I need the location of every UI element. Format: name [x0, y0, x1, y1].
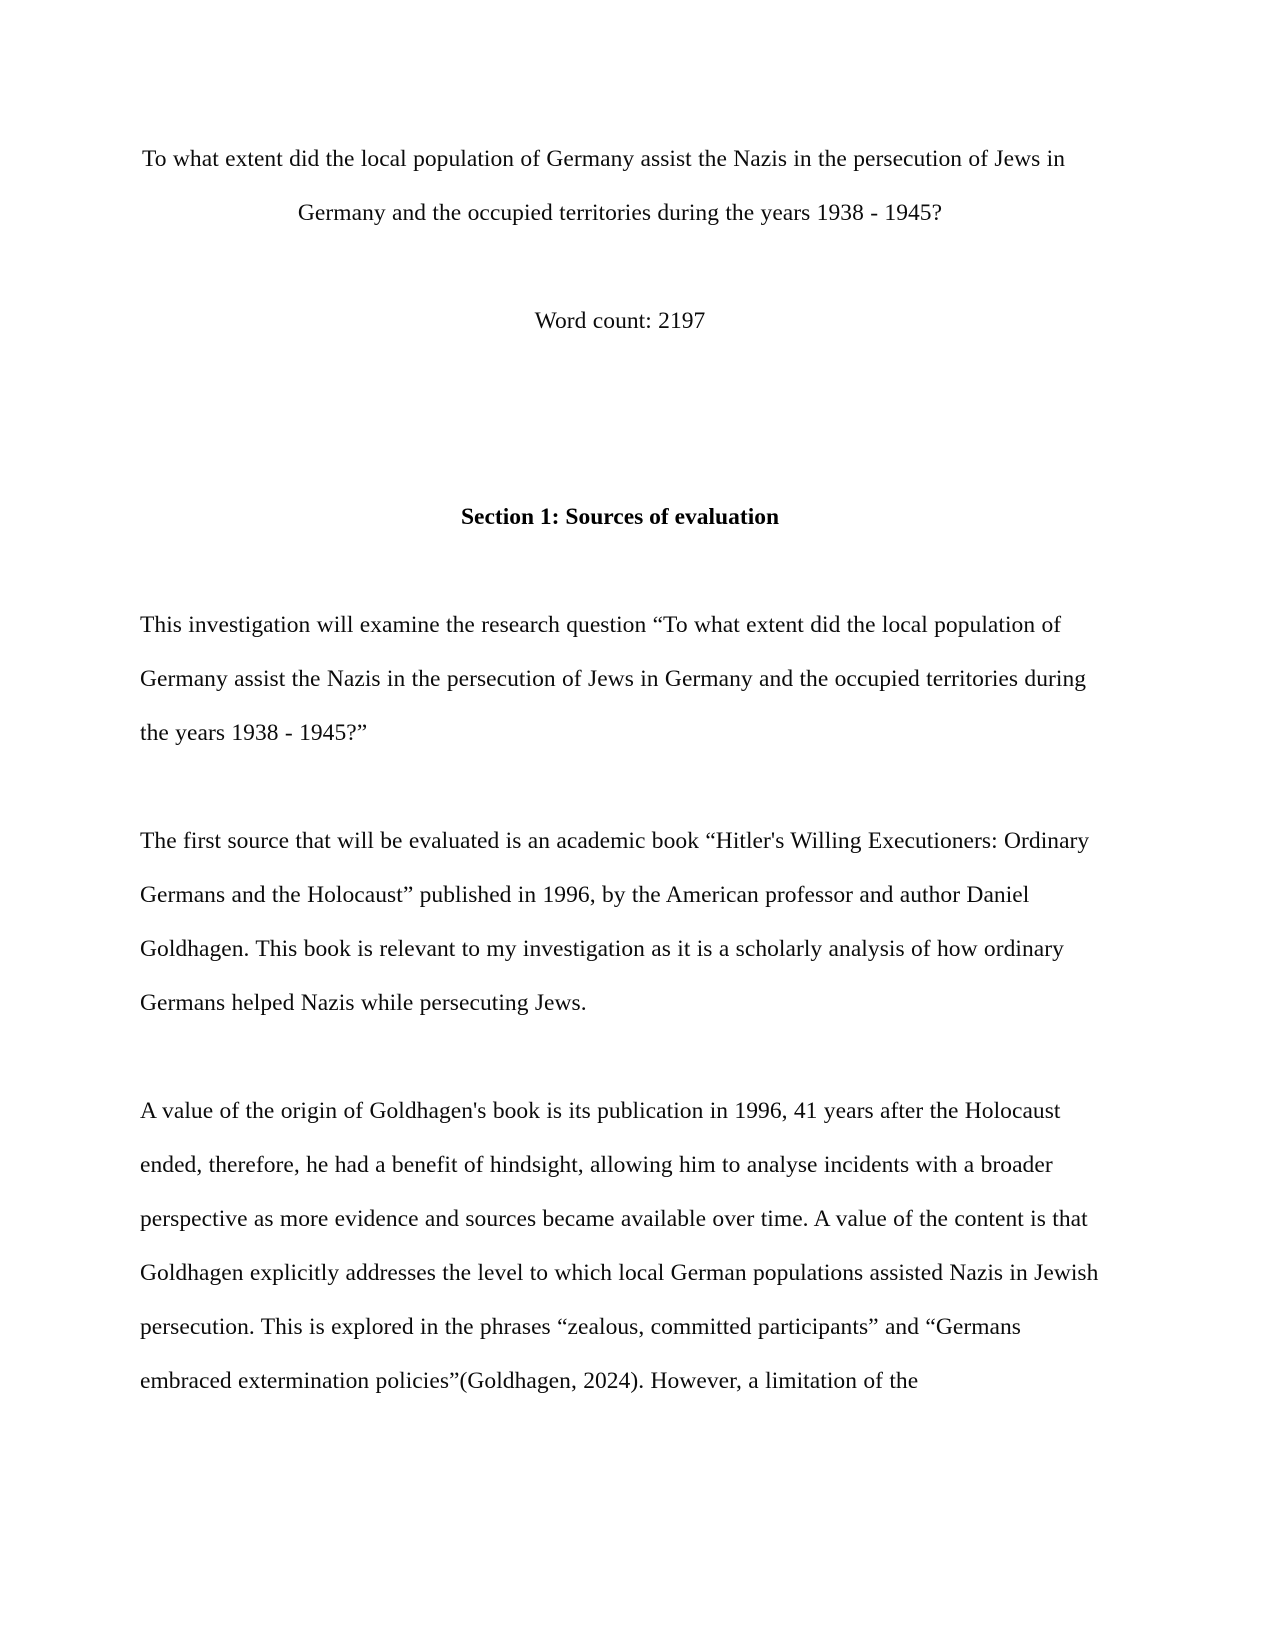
wordcount-spacer-2	[140, 436, 1100, 490]
document-content	[140, 132, 1100, 1408]
paragraph-first-source: The first source that will be evaluated is an academic book “Hitler's Willing Executioners: Ordinary Germans and the Holocaust” published in 1996, by the American professor and author Daniel Goldhagen. This book is relevant to my investigation as it is a scholarly analysis of how ordinary Germans helped Nazis while persecuting Jews.	[140, 828, 1090, 1016]
word-count-label: Word count: 2197	[534, 308, 706, 334]
paragraph-research-question: This investigation will examine the research question “To what extent did the local population of Germany assist the Nazis in the persecution of Jews in Germany and the occupied territories during the years 1938 - 1945?”	[140, 612, 1087, 746]
paragraph-gap-2	[140, 1030, 1100, 1084]
essay-title	[140, 132, 1100, 240]
paragraph-gap-1	[140, 760, 1100, 814]
essay-title-line-2: Germany and the occupied territories during the years 1938 - 1945?	[297, 200, 943, 226]
section-heading: Section 1: Sources of evaluation	[460, 504, 780, 530]
heading-spacer	[140, 544, 1100, 598]
title-spacer	[140, 240, 1100, 294]
wordcount-spacer	[140, 348, 1100, 436]
essay-title-line-1: To what extent did the local population of Germany assist the Nazis in the persecution of Jews in	[142, 146, 1066, 172]
paragraph-origin-value: A value of the origin of Goldhagen's book is its publication in 1996, 41 years after the Holocaust ended, therefore, he had a benefit of hindsight, allowing him to analyse incidents with a broader perspective as more evidence and sources became available over time. A value of the content is that Goldhagen explicitly addresses the level to which local German populations assisted Nazis in Jewish persecution. This is explored in the phrases “zealous, committed participants” and “Germans embraced extermination policies”(Goldhagen, 2024). However, a limitation of the	[140, 1098, 1099, 1394]
